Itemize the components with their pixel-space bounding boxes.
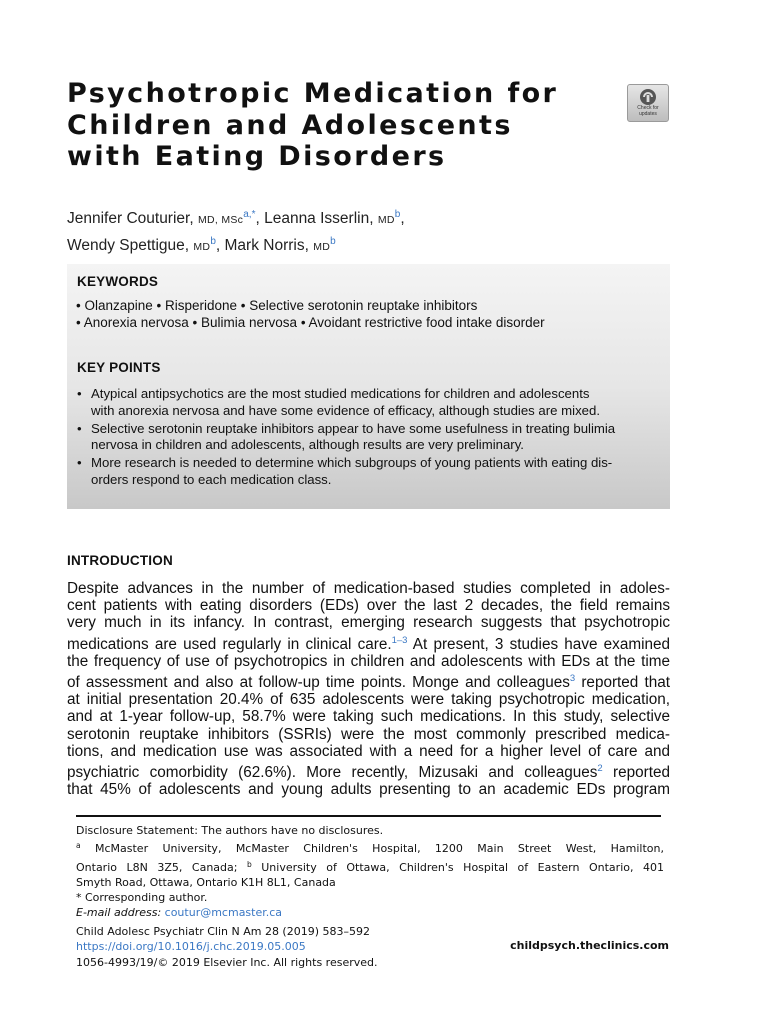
key-point: [76, 386, 661, 419]
body-line: serotonin reuptake inhibitors (SSRIs) were the most commonly prescribed medica-: [67, 725, 670, 743]
footnotes: [76, 823, 664, 921]
article-title: [67, 78, 607, 173]
author-degree: MD: [313, 241, 331, 253]
author-degree: MD: [377, 214, 395, 226]
email-line: [76, 905, 664, 920]
body-line: [67, 760, 670, 781]
check-for-updates-icon: [638, 88, 658, 106]
author-name: , Leanna Isserlin,: [255, 210, 378, 227]
affiliation-mark: a: [76, 841, 81, 851]
introduction-body: [67, 580, 670, 798]
reference-link[interactable]: 2: [597, 763, 603, 775]
key-point: [76, 421, 661, 454]
affiliation-text: University of Ottawa, Children's Hospital of Eastern Ontario, 401: [251, 860, 664, 874]
key-point-text: with anorexia nervosa and have some evidence of efficacy, although studies are mixed.: [91, 402, 600, 418]
keywords-line: • Anorexia nervosa • Bulimia nervosa • Avoidant restrictive food intake disorder: [76, 315, 545, 330]
check-for-updates-badge[interactable]: [627, 84, 669, 122]
body-line: very much in its infancy. In contrast, emerging research suggests that psychotropic: [67, 614, 670, 632]
copyright-line: 1056-4993/19/© 2019 Elsevier Inc. All rights reserved.: [76, 955, 378, 969]
author-name: Jennifer Couturier,: [67, 210, 198, 227]
body-line: [67, 632, 670, 653]
doi-link[interactable]: https://doi.org/10.1016/j.chc.2019.05.005: [76, 940, 306, 954]
footnote-divider: [76, 815, 661, 817]
affiliation-line: [76, 838, 664, 856]
body-text-segment: At present, 3 studies have examined: [407, 635, 671, 653]
affiliation-mark: b: [246, 859, 252, 869]
reference-link[interactable]: 3: [569, 673, 576, 685]
key-point-text: Atypical antipsychotics are the most studied medications for children and adolescents: [91, 386, 590, 401]
author-degree: MD: [193, 241, 211, 253]
affiliation-line: Smyth Road, Ottawa, Ontario K1H 8L1, Canada: [76, 875, 336, 889]
email-label: E-mail address:: [76, 906, 162, 920]
body-line: at initial presentation 20.4% of 635 adolescents were taking psychotropic medication,: [67, 691, 670, 709]
body-line: cent patients with eating disorders (EDs) over the last 2 decades, the field remains: [67, 597, 670, 615]
keywords-line: • Olanzapine • Risperidone • Selective serotonin reuptake inhibitors: [76, 298, 478, 313]
author-list: [67, 204, 687, 258]
key-points-list: [76, 386, 661, 490]
affiliation-text: Ontario L8N 3Z5, Canada;: [76, 860, 247, 874]
journal-citation: Child Adolesc Psychiatr Clin N Am 28 (2019) 583–592: [76, 925, 370, 938]
author-line: [67, 231, 687, 258]
reference-link[interactable]: 1–3: [391, 634, 408, 646]
title-line: Psychotropic Medication for: [67, 78, 559, 109]
title-line: Children and Adolescents: [67, 109, 513, 141]
corresponding-author-note: * Corresponding author.: [76, 891, 208, 905]
badge-text: updates: [639, 110, 657, 117]
body-line: that 45% of adolescents and young adults presenting to an academic EDs program: [67, 781, 670, 799]
author-name: , Mark Norris,: [215, 237, 314, 254]
disclosure-statement: Disclosure Statement: The authors have no disclosures.: [76, 824, 384, 837]
body-line: and at 1-year follow-up, 58.7% were taking such medications. In this study, selective: [67, 708, 670, 726]
affiliation-marker[interactable]: b: [210, 236, 216, 247]
body-line: [67, 670, 670, 691]
affiliation-marker[interactable]: b: [394, 209, 401, 220]
keywords-heading: KEYWORDS: [77, 274, 159, 289]
body-text-segment: psychiatric comorbidity (62.6%). More recently, Mizusaki and colleagues: [67, 764, 598, 782]
affiliation-line: [76, 857, 664, 875]
citation-block: [76, 924, 436, 970]
email-link[interactable]: coutur@mcmaster.ca: [164, 906, 283, 920]
body-text-segment: reported that: [575, 674, 670, 692]
key-point-text: More research is needed to determine which subgroups of young patients with eating dis-: [91, 455, 613, 470]
body-line: the frequency of use of psychotropics in children and adolescents with EDs at the time: [67, 652, 670, 670]
affiliation-marker[interactable]: b: [330, 236, 336, 247]
badge-text: Check for: [637, 105, 659, 111]
affiliation-marker[interactable]: a,*: [243, 209, 256, 220]
journal-site-link[interactable]: childpsych.theclinics.com: [510, 939, 669, 952]
body-text-segment: of assessment and also at follow-up time points. Monge and colleagues: [67, 674, 570, 692]
author-line: [67, 204, 687, 231]
key-point-text: orders respond to each medication class.: [91, 471, 332, 487]
body-line: Despite advances in the number of medication-based studies completed in adoles-: [67, 580, 670, 597]
key-point-text: nervosa in children and adolescents, although results are very preliminary.: [91, 437, 524, 452]
key-point: [76, 455, 661, 488]
title-line: with Eating Disorders: [67, 141, 447, 172]
key-points-heading: KEY POINTS: [77, 360, 161, 375]
author-degree: MD, MSc: [197, 214, 244, 226]
keywords-keypoints-box: [67, 264, 670, 509]
introduction-heading: INTRODUCTION: [67, 553, 173, 568]
body-text-segment: reported: [602, 764, 670, 782]
body-text-segment: medications are used regularly in clinical care.: [67, 635, 392, 653]
author-name: Wendy Spettigue,: [67, 237, 194, 254]
key-point-text: Selective serotonin reuptake inhibitors appear to have some usefulness in treating bulimia: [91, 420, 616, 436]
author-separator: ,: [400, 210, 405, 227]
body-line: tions, and medication use was associated with a need for a higher level of care and: [67, 742, 670, 760]
affiliation-text: McMaster University, McMaster Children's Hospital, 1200 Main Street West, Hamilton,: [80, 842, 664, 856]
